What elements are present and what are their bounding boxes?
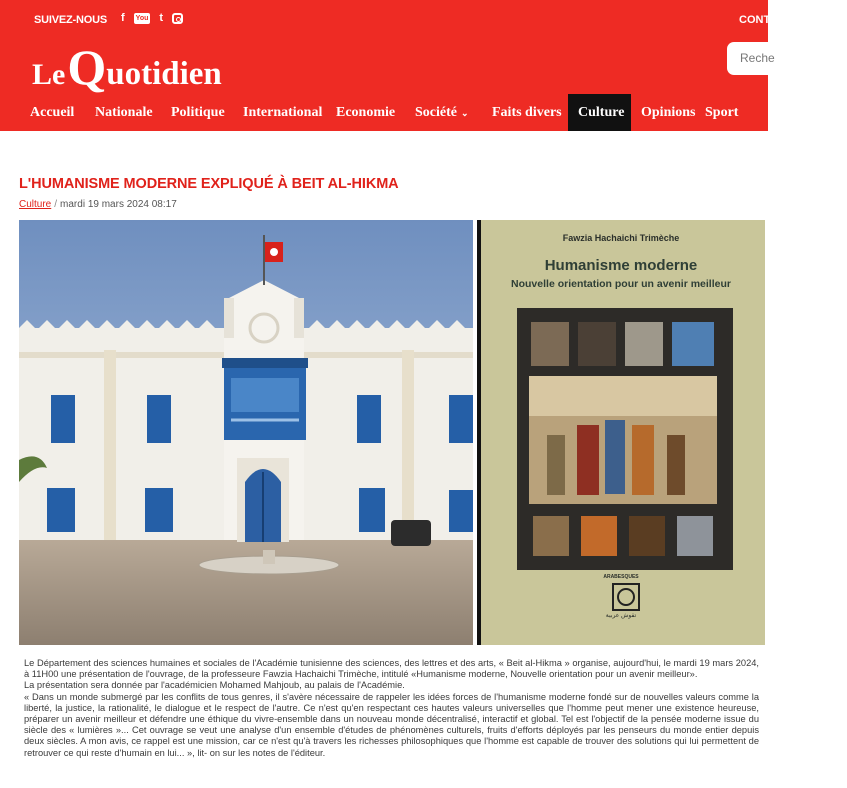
logo-rest: uotidien (106, 56, 222, 92)
book-text-overlay (477, 220, 765, 645)
book-publisher-arabic: تقوش عربية (605, 613, 637, 619)
facebook-icon[interactable]: f (121, 12, 125, 24)
nav-item-economie[interactable] (336, 94, 415, 131)
article-paragraph: Le Département des sciences humaines et sociales de l'Académie tunisienne des sciences, des lettres et des arts, « Beit al-Hikma » organise, aujourd'hui, le mardi 19 mars 2024, à 11H00 une présentation de l'ouvrage, de la professeure Fawzia Hachaichi Trimèche, intitulé «Humanisme moderne, Nouvelle orientation pour un avenir meilleur». (24, 658, 759, 680)
logo-q: Q (67, 39, 107, 95)
nav-item-opinions[interactable] (631, 94, 705, 131)
nav-label: Culture (578, 105, 625, 120)
social-links (121, 11, 183, 25)
nav-label: Opinions (641, 105, 696, 120)
nav-label: Economie (336, 105, 396, 120)
meta-separator: / (54, 199, 58, 210)
nav-label: International (243, 105, 323, 120)
book-subtitle: Nouvelle orientation pour un avenir meilleur (511, 278, 731, 290)
nav-label: Sport (705, 105, 739, 120)
article-category-link[interactable]: Culture (19, 199, 52, 210)
nav-label: Accueil (30, 105, 75, 120)
follow-us-label: SUIVEZ-NOUS (34, 14, 107, 26)
article-meta (19, 199, 177, 210)
nav-item-politique[interactable] (171, 94, 243, 131)
nav-item-culture[interactable] (568, 94, 631, 131)
instagram-icon[interactable] (172, 13, 183, 24)
article-paragraph: La présentation sera donnée par l'académicien Mohamed Mahjoub, au palais de l'Académie. (24, 680, 405, 691)
book-publisher: ARABESQUES (603, 574, 639, 580)
nav-label: Nationale (95, 105, 153, 120)
nav-item-faits-divers[interactable] (492, 94, 568, 131)
article-date: mardi 19 mars 2024 08:17 (60, 199, 177, 210)
main-nav (0, 94, 768, 131)
youtube-icon[interactable]: You (135, 15, 149, 22)
article-paragraph: « Dans un monde submergé par les conflits de tous genres, il s'avère nécessaire de rappeler les idées forces de l'humanisme moderne fondé sur de nouvelles valeurs comme la liberté, la justice, la rationalité, le dialogue et le respect de l'autre. Ce n'est qu'en respectant ces hautes valeurs universelles que l'homme peut mener une existence heureuse, préparer un avenir meilleur et défendre une éthique du vivre-ensemble dans un nouveau monde décentralisé, interactif et global. Tel est l'objectif de la pensée moderne issue du siècle des « lumières »... Cet ouvrage se veut une analyse d'un ensemble d'études de phénomènes culturels, fruits d'efforts déployés par les penseurs du monde entier depuis deux siècles. A mon avis, ce rappel est une mission, car ce n'est qu'à travers les richesses philosophiques que l'homme est capable de trouver des solutions qui lui permettent de retrouver ce qui reste d'humain en lui... », lit- on sur les notes de l'éditeur. (24, 691, 759, 758)
search-input[interactable]: Reche (727, 42, 847, 75)
nav-item-societe[interactable] (415, 94, 492, 131)
nav-item-international[interactable] (243, 94, 336, 131)
twitter-icon[interactable]: t (159, 12, 164, 24)
nav-label: Politique (171, 105, 225, 120)
nav-label: Faits divers (492, 105, 562, 120)
contact-link[interactable]: CONT (739, 14, 771, 26)
nav-label: Société (415, 105, 457, 120)
chevron-down-icon: ⌄ (460, 108, 469, 118)
book-author: Fawzia Hachaichi Trimèche (562, 233, 680, 243)
logo-le: Le (32, 58, 66, 91)
article-title: L'HUMANISME MODERNE EXPLIQUÉ À BEIT AL-HIKMA (19, 176, 399, 192)
site-logo[interactable] (32, 38, 222, 96)
site-header (0, 0, 775, 131)
nav-item-sport[interactable] (705, 94, 765, 131)
nav-item-nationale[interactable] (95, 94, 171, 131)
book-title: Humanisme moderne (544, 257, 698, 274)
article-body (24, 658, 759, 759)
nav-item-accueil[interactable] (0, 94, 95, 131)
article-photo-beit-al-hikma (19, 220, 473, 645)
